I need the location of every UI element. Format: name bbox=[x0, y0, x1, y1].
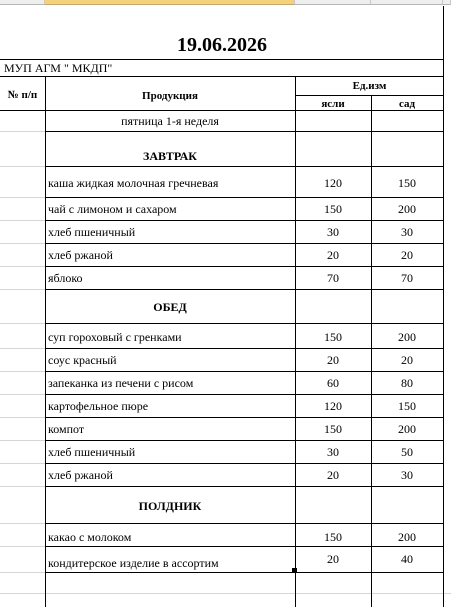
gridline bbox=[0, 166, 45, 167]
column-header[interactable] bbox=[0, 0, 45, 5]
border bbox=[0, 76, 444, 77]
border bbox=[45, 440, 444, 441]
value-a: 30 bbox=[327, 225, 339, 239]
border bbox=[45, 348, 444, 349]
header-num: № п/п bbox=[7, 89, 38, 101]
menu-sheet bbox=[0, 6, 451, 607]
border bbox=[45, 523, 444, 524]
border bbox=[45, 486, 444, 487]
product-name: хлеб ржаной bbox=[48, 468, 113, 482]
value-a: 120 bbox=[324, 176, 342, 190]
product-name: каша жидкая молочная гречневая bbox=[48, 176, 219, 190]
value-a: 30 bbox=[327, 445, 339, 459]
value-a: 20 bbox=[327, 468, 339, 482]
product-name: хлеб пшеничный bbox=[48, 225, 136, 239]
product-name: хлеб ржаной bbox=[48, 248, 113, 262]
product-name: чай с лимоном и сахаром bbox=[48, 202, 177, 216]
day-label: пятница 1-я неделя bbox=[121, 114, 219, 128]
gridline bbox=[0, 289, 45, 290]
gridline bbox=[0, 523, 45, 524]
product-name: компот bbox=[48, 422, 85, 436]
value-a: 60 bbox=[327, 376, 339, 390]
border bbox=[45, 197, 444, 198]
border bbox=[45, 266, 444, 267]
column-header-selected[interactable] bbox=[45, 0, 295, 5]
product-name: запеканка из печени с рисом bbox=[48, 376, 194, 390]
value-a: 20 bbox=[327, 552, 339, 566]
organization-name: МУП АГМ " МКДП" bbox=[4, 61, 113, 75]
value-b: 20 bbox=[401, 248, 413, 262]
gridline bbox=[0, 593, 451, 594]
value-a: 20 bbox=[327, 248, 339, 262]
value-b: 80 bbox=[401, 376, 413, 390]
header-product: Продукция bbox=[142, 90, 198, 102]
border bbox=[295, 95, 444, 96]
product-name: соус красный bbox=[48, 353, 117, 367]
gridline bbox=[0, 348, 45, 349]
column-header[interactable] bbox=[371, 0, 443, 5]
gridline bbox=[0, 371, 45, 372]
value-b: 20 bbox=[401, 353, 413, 367]
section-snack: ПОЛДНИК bbox=[138, 499, 202, 513]
value-a: 120 bbox=[324, 399, 342, 413]
section-breakfast: ЗАВТРАК bbox=[142, 149, 197, 163]
gridline bbox=[0, 323, 45, 324]
border bbox=[45, 463, 444, 464]
section-lunch: ОБЕД bbox=[153, 300, 187, 314]
value-a: 70 bbox=[327, 271, 339, 285]
border bbox=[443, 6, 444, 607]
border bbox=[45, 572, 444, 573]
value-a: 20 bbox=[327, 353, 339, 367]
gridline bbox=[0, 546, 45, 547]
gridline bbox=[0, 463, 45, 464]
gridline bbox=[0, 486, 45, 487]
border bbox=[45, 323, 444, 324]
gridline bbox=[0, 417, 45, 418]
border bbox=[45, 289, 444, 290]
value-b: 200 bbox=[398, 202, 416, 216]
header-unit: Ед.изм bbox=[352, 80, 387, 92]
product-name: картофельное пюре bbox=[48, 399, 149, 413]
product-name: суп гороховый с гренками bbox=[48, 330, 182, 344]
border bbox=[45, 243, 444, 244]
value-b: 70 bbox=[401, 271, 413, 285]
gridline bbox=[0, 440, 45, 441]
value-b: 40 bbox=[401, 552, 413, 566]
header-col-a: ясли bbox=[321, 98, 345, 110]
gridline bbox=[0, 572, 45, 573]
value-a: 150 bbox=[324, 422, 342, 436]
header-col-b: сад bbox=[398, 98, 416, 110]
gridline bbox=[0, 266, 45, 267]
border bbox=[45, 220, 444, 221]
border bbox=[45, 546, 444, 547]
border bbox=[45, 417, 444, 418]
value-a: 150 bbox=[324, 530, 342, 544]
product-name: хлеб пшеничный bbox=[48, 445, 136, 459]
value-b: 200 bbox=[398, 422, 416, 436]
product-name: кондитерское изделие в ассортим bbox=[48, 556, 219, 570]
border bbox=[45, 371, 444, 372]
border bbox=[45, 394, 444, 395]
cell-fill-handle[interactable] bbox=[292, 568, 297, 573]
gridline bbox=[0, 394, 45, 395]
gridline bbox=[0, 243, 45, 244]
value-a: 150 bbox=[324, 330, 342, 344]
gridline bbox=[0, 131, 45, 132]
border bbox=[0, 59, 444, 60]
value-b: 30 bbox=[401, 225, 413, 239]
value-b: 200 bbox=[398, 530, 416, 544]
value-b: 50 bbox=[401, 445, 413, 459]
column-header[interactable] bbox=[443, 0, 451, 5]
border bbox=[45, 166, 444, 167]
value-b: 150 bbox=[398, 399, 416, 413]
border bbox=[45, 131, 444, 132]
column-header[interactable] bbox=[295, 0, 371, 5]
value-b: 30 bbox=[401, 468, 413, 482]
value-a: 150 bbox=[324, 202, 342, 216]
product-name: яблоко bbox=[48, 271, 83, 285]
page-title: 19.06.2026 bbox=[177, 34, 267, 56]
value-b: 200 bbox=[398, 330, 416, 344]
gridline bbox=[0, 220, 45, 221]
product-name: какао с молоком bbox=[48, 530, 132, 544]
gridline bbox=[0, 197, 45, 198]
value-b: 150 bbox=[398, 176, 416, 190]
